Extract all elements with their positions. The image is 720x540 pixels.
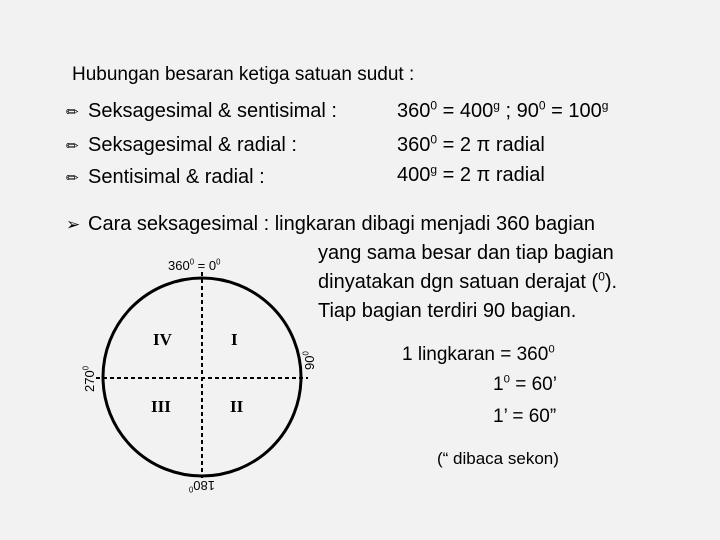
fact-line-3: 1’ = 60” [493,406,557,427]
paragraph-line: Tiap bagian terdiri 90 bagian. [318,300,577,322]
page-title: Hubungan besaran ketiga satuan sudut : [72,64,415,85]
pencil-bullet-icon: ✏ [66,104,79,121]
relation-value: $360^0 = 2$ π radial [397,132,545,156]
relation-value: $360^0 = 400^g$ ; $90^0 = 100^g$ [397,98,609,122]
relation-label: Seksagesimal & sentisimal : [88,100,337,122]
pencil-bullet-icon: ✏ [66,170,79,187]
paragraph-line: ➢ Cara seksagesimal : lingkaran dibagi menjadi 360 bagian [66,213,595,235]
paragraph-line: dinyatakan dgn satuan derajat ($^0$). [318,269,618,293]
label-bottom-180-deg: $180^0$ [188,478,215,494]
arrow-bullet-icon: ➢ [66,215,81,234]
fact-line-1: 1 lingkaran = $360^0$ [402,343,555,365]
quadrant-label-i: I [231,330,238,349]
relation-label: Sentisimal & radial : [88,166,265,188]
label-left-270-deg: $270^0$ [81,365,97,392]
pencil-bullet-icon: ✏ [66,138,79,155]
relation-label: Seksagesimal & radial : [88,134,297,156]
quadrant-label-iii: III [151,397,171,416]
paragraph-line: yang sama besar dan tiap bagian [318,242,614,264]
label-right-90-deg: $90^0$ [301,351,317,370]
label-top-0-deg: $360^0 = 0^0$ [168,257,221,273]
fact-line-2: $1^0 = 60$’ [493,373,557,395]
sekon-note: (“ dibaca sekon) [437,449,559,468]
quadrant-label-iv: IV [153,330,172,349]
relation-value: $400^g = 2$ π radial [397,162,545,186]
quadrant-label-ii: II [230,397,244,416]
